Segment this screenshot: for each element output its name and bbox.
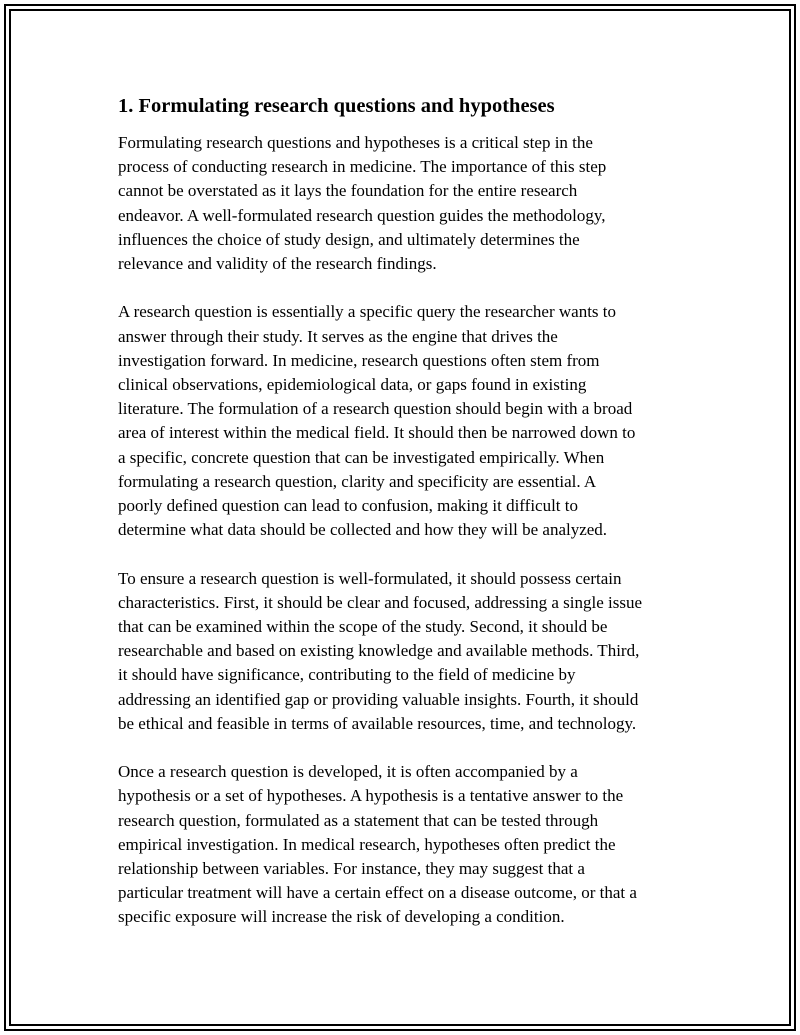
paragraph-line: endeavor. A well-formulated research question guides the methodology,	[118, 205, 606, 225]
paragraph-line: research question, formulated as a statement that can be tested through	[118, 810, 599, 830]
paragraph-line: influences the choice of study design, and ultimately determines the	[118, 229, 580, 249]
paragraph-line: relationship between variables. For instance, they may suggest that a	[118, 859, 585, 879]
paragraph-line: it should have significance, contributing to the field of medicine by	[118, 665, 576, 685]
paragraph-line: To ensure a research question is well-formulated, it should possess certain	[118, 568, 622, 588]
paragraph-line: specific exposure will increase the risk of developing a condition.	[118, 907, 565, 927]
paragraph-line: literature. The formulation of a research question should begin with a broad	[118, 399, 633, 419]
paragraph-line: relevance and validity of the research findings.	[118, 254, 437, 274]
paragraph-line: process of conducting research in medicine. The importance of this step	[118, 157, 607, 177]
paragraph-line: Formulating research questions and hypotheses is a critical step in the	[118, 133, 593, 152]
paragraph-line: that can be examined within the scope of the study. Second, it should be	[118, 617, 608, 637]
paragraph	[118, 131, 690, 276]
paragraph-line: researchable and based on existing knowledge and available methods. Third,	[118, 641, 640, 661]
paragraph-line: area of interest within the medical field. It should then be narrowed down to	[118, 423, 636, 443]
paragraph-line: empirical investigation. In medical research, hypotheses often predict the	[118, 834, 616, 854]
paragraph-line: poorly defined question can lead to confusion, making it difficult to	[118, 496, 579, 516]
paragraph-line: hypothesis or a set of hypotheses. A hypothesis is a tentative answer to the	[118, 786, 624, 806]
paragraph-line: particular treatment will have a certain effect on a disease outcome, or that a	[118, 883, 637, 903]
paragraph-line: a specific, concrete question that can be investigated empirically. When	[118, 447, 605, 467]
paragraph-list	[118, 131, 690, 930]
paragraph	[118, 300, 690, 542]
section-title: 1. Formulating research questions and hypotheses	[118, 95, 555, 117]
paragraph-line: determine what data should be collected and how they will be analyzed.	[118, 520, 608, 540]
paragraph-line: addressing an identified gap or providing valuable insights. Fourth, it should	[118, 689, 639, 709]
paragraph-line: formulating a research question, clarity and specificity are essential. A	[118, 471, 597, 491]
paragraph-line: be ethical and feasible in terms of available resources, time, and technology.	[118, 713, 637, 733]
paragraph	[118, 567, 690, 736]
document-body	[118, 93, 690, 954]
paragraph-line: characteristics. First, it should be clear and focused, addressing a single issue	[118, 592, 643, 612]
paragraph-line: investigation forward. In medicine, research questions often stem from	[118, 350, 600, 370]
paragraph-line: A research question is essentially a specific query the researcher wants to	[118, 302, 617, 322]
paragraph-line: clinical observations, epidemiological data, or gaps found in existing	[118, 375, 587, 395]
paragraph-line: answer through their study. It serves as the engine that drives the	[118, 326, 558, 346]
paragraph	[118, 760, 690, 929]
paragraph-line: Once a research question is developed, it is often accompanied by a	[118, 762, 578, 782]
paragraph-line: cannot be overstated as it lays the foundation for the entire research	[118, 181, 578, 201]
